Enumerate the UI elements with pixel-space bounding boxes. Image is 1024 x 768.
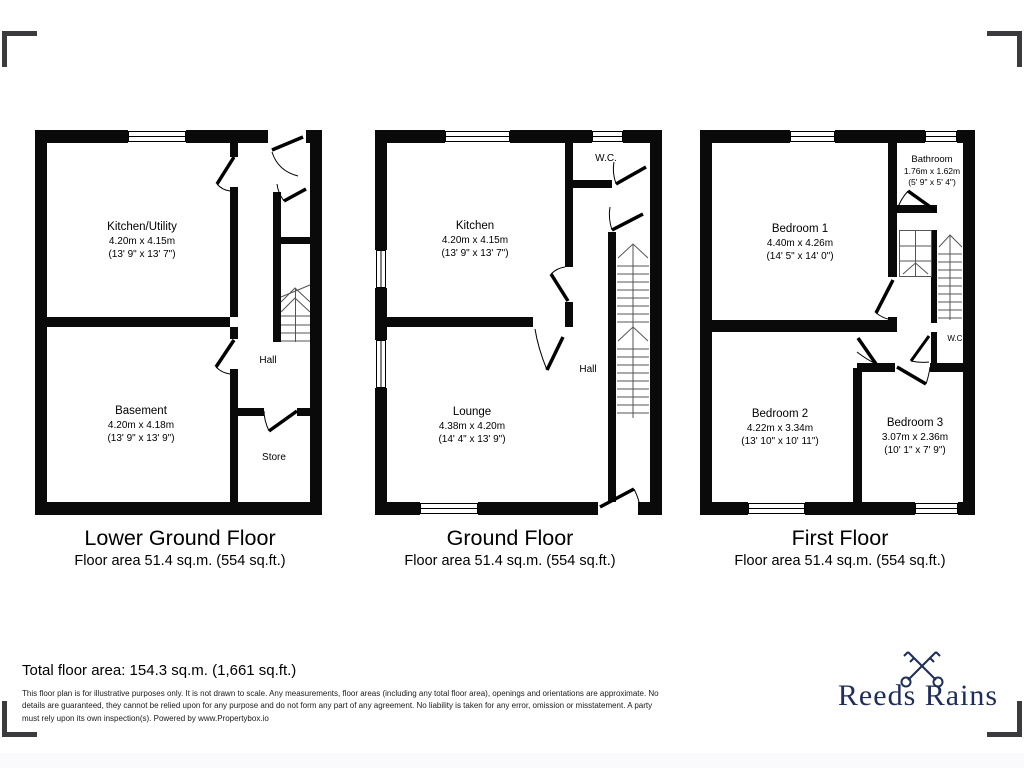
room-name: Bedroom 2	[751, 408, 809, 420]
stairs	[938, 235, 962, 320]
room-label-store: Store	[262, 452, 286, 463]
room-label-wc-gf: W.C.	[595, 153, 617, 164]
room-dim-metric: 4.40m x 4.26m	[766, 237, 834, 249]
room-name: Kitchen	[455, 220, 495, 232]
room-label-bedroom-3	[882, 416, 948, 457]
window	[420, 502, 478, 515]
room-name: Bedroom 1	[771, 223, 829, 235]
entrance-door	[268, 130, 306, 176]
disclaimer-line: must rely upon its own inspection(s). Powered by www.Propertybox.io	[22, 713, 269, 723]
total-floor-area: Total floor area: 154.3 sq.m. (1,661 sq.ft.)	[22, 662, 297, 679]
room-dim-imperial: (14' 4" x 13' 9")	[438, 433, 506, 445]
door	[609, 207, 643, 230]
room-dim-imperial: (13' 10" x 10' 11")	[741, 435, 819, 447]
door	[277, 184, 306, 201]
room-dim-imperial: (13' 9" x 13' 7")	[441, 247, 509, 259]
door	[216, 340, 234, 374]
door	[535, 329, 563, 370]
room-label-kitchen	[441, 219, 508, 260]
door	[217, 157, 234, 191]
room-name: Basement	[115, 405, 167, 417]
room-label-hall-gf: Hall	[579, 364, 597, 375]
disclaimer-line: details are guaranteed, they cannot be relied upon for any purpose and do not form any part of any agreement. No liability is taken for any error, omission or misstatement. A party	[22, 701, 653, 711]
door	[264, 411, 297, 431]
floor-subtitle-first: Floor area 51.4 sq.m. (554 sq.ft.)	[734, 553, 946, 569]
room-dim-imperial: (5' 9" x 5' 4")	[908, 177, 956, 188]
floor-title-first: First Floor	[791, 526, 889, 550]
door	[857, 338, 876, 364]
floor-title-lower-ground: Lower Ground Floor	[84, 526, 276, 550]
window	[592, 130, 623, 143]
room-label-kitchen-utility	[107, 220, 177, 261]
brand-logo-text: Reeds Rains	[837, 679, 999, 712]
room-dim-imperial: (10' 1" x 7' 9")	[884, 444, 946, 456]
room-dim-metric: 1.76m x 1.62m	[903, 166, 961, 177]
window	[748, 502, 805, 515]
floor-title-ground: Ground Floor	[446, 526, 574, 550]
room-label-hall-lg: Hall	[259, 355, 277, 366]
door	[897, 367, 930, 384]
disclaimer	[22, 688, 659, 725]
door	[551, 267, 568, 301]
room-name: Lounge	[452, 406, 492, 418]
room-dim-metric: 4.22m x 3.34m	[746, 422, 814, 434]
room-name: Bedroom 3	[886, 417, 944, 429]
room-label-bedroom-1	[766, 222, 833, 263]
room-label-bedroom-2	[741, 407, 818, 448]
stairs	[617, 244, 649, 418]
room-name: Kitchen/Utility	[107, 221, 177, 233]
front-door	[598, 489, 640, 515]
room-dim-imperial: (13' 9" x 13' 9")	[107, 432, 175, 444]
room-dim-metric: 4.20m x 4.18m	[107, 419, 175, 431]
window	[445, 130, 510, 143]
room-dim-metric: 4.38m x 4.20m	[438, 420, 506, 432]
room-label-lounge	[438, 405, 505, 446]
window	[128, 130, 186, 143]
window	[915, 502, 958, 515]
cupboard	[900, 231, 932, 277]
room-dim-metric: 3.07m x 2.36m	[881, 431, 949, 443]
window	[375, 340, 387, 388]
room-dim-imperial: (14' 5" x 14' 0")	[766, 250, 834, 262]
room-label-wc-ff: W.C.	[947, 334, 965, 343]
room-dim-metric: 4.20m x 4.15m	[441, 234, 509, 246]
room-name: Bathroom	[911, 154, 953, 165]
room-label-basement	[107, 404, 174, 445]
floor-subtitle-lower-ground: Floor area 51.4 sq.m. (554 sq.ft.)	[74, 553, 286, 569]
room-label-bathroom	[904, 154, 960, 188]
window	[925, 130, 957, 143]
door	[911, 336, 929, 362]
door	[613, 162, 646, 184]
floorplan-ground	[375, 130, 662, 515]
window	[790, 130, 835, 143]
disclaimer-line: This floor plan is for illustrative purposes only. It is not drawn to scale. Any measurements, floor areas (including any total floor area), openings and orientations are approximate. No	[22, 689, 659, 698]
bottom-strip	[0, 753, 1024, 768]
room-dim-imperial: (13' 9" x 13' 7")	[108, 248, 176, 260]
stairs	[281, 285, 310, 342]
window	[375, 250, 387, 288]
door	[876, 280, 893, 319]
room-dim-metric: 4.20m x 4.15m	[108, 235, 176, 247]
floor-subtitle-ground: Floor area 51.4 sq.m. (554 sq.ft.)	[404, 553, 616, 569]
